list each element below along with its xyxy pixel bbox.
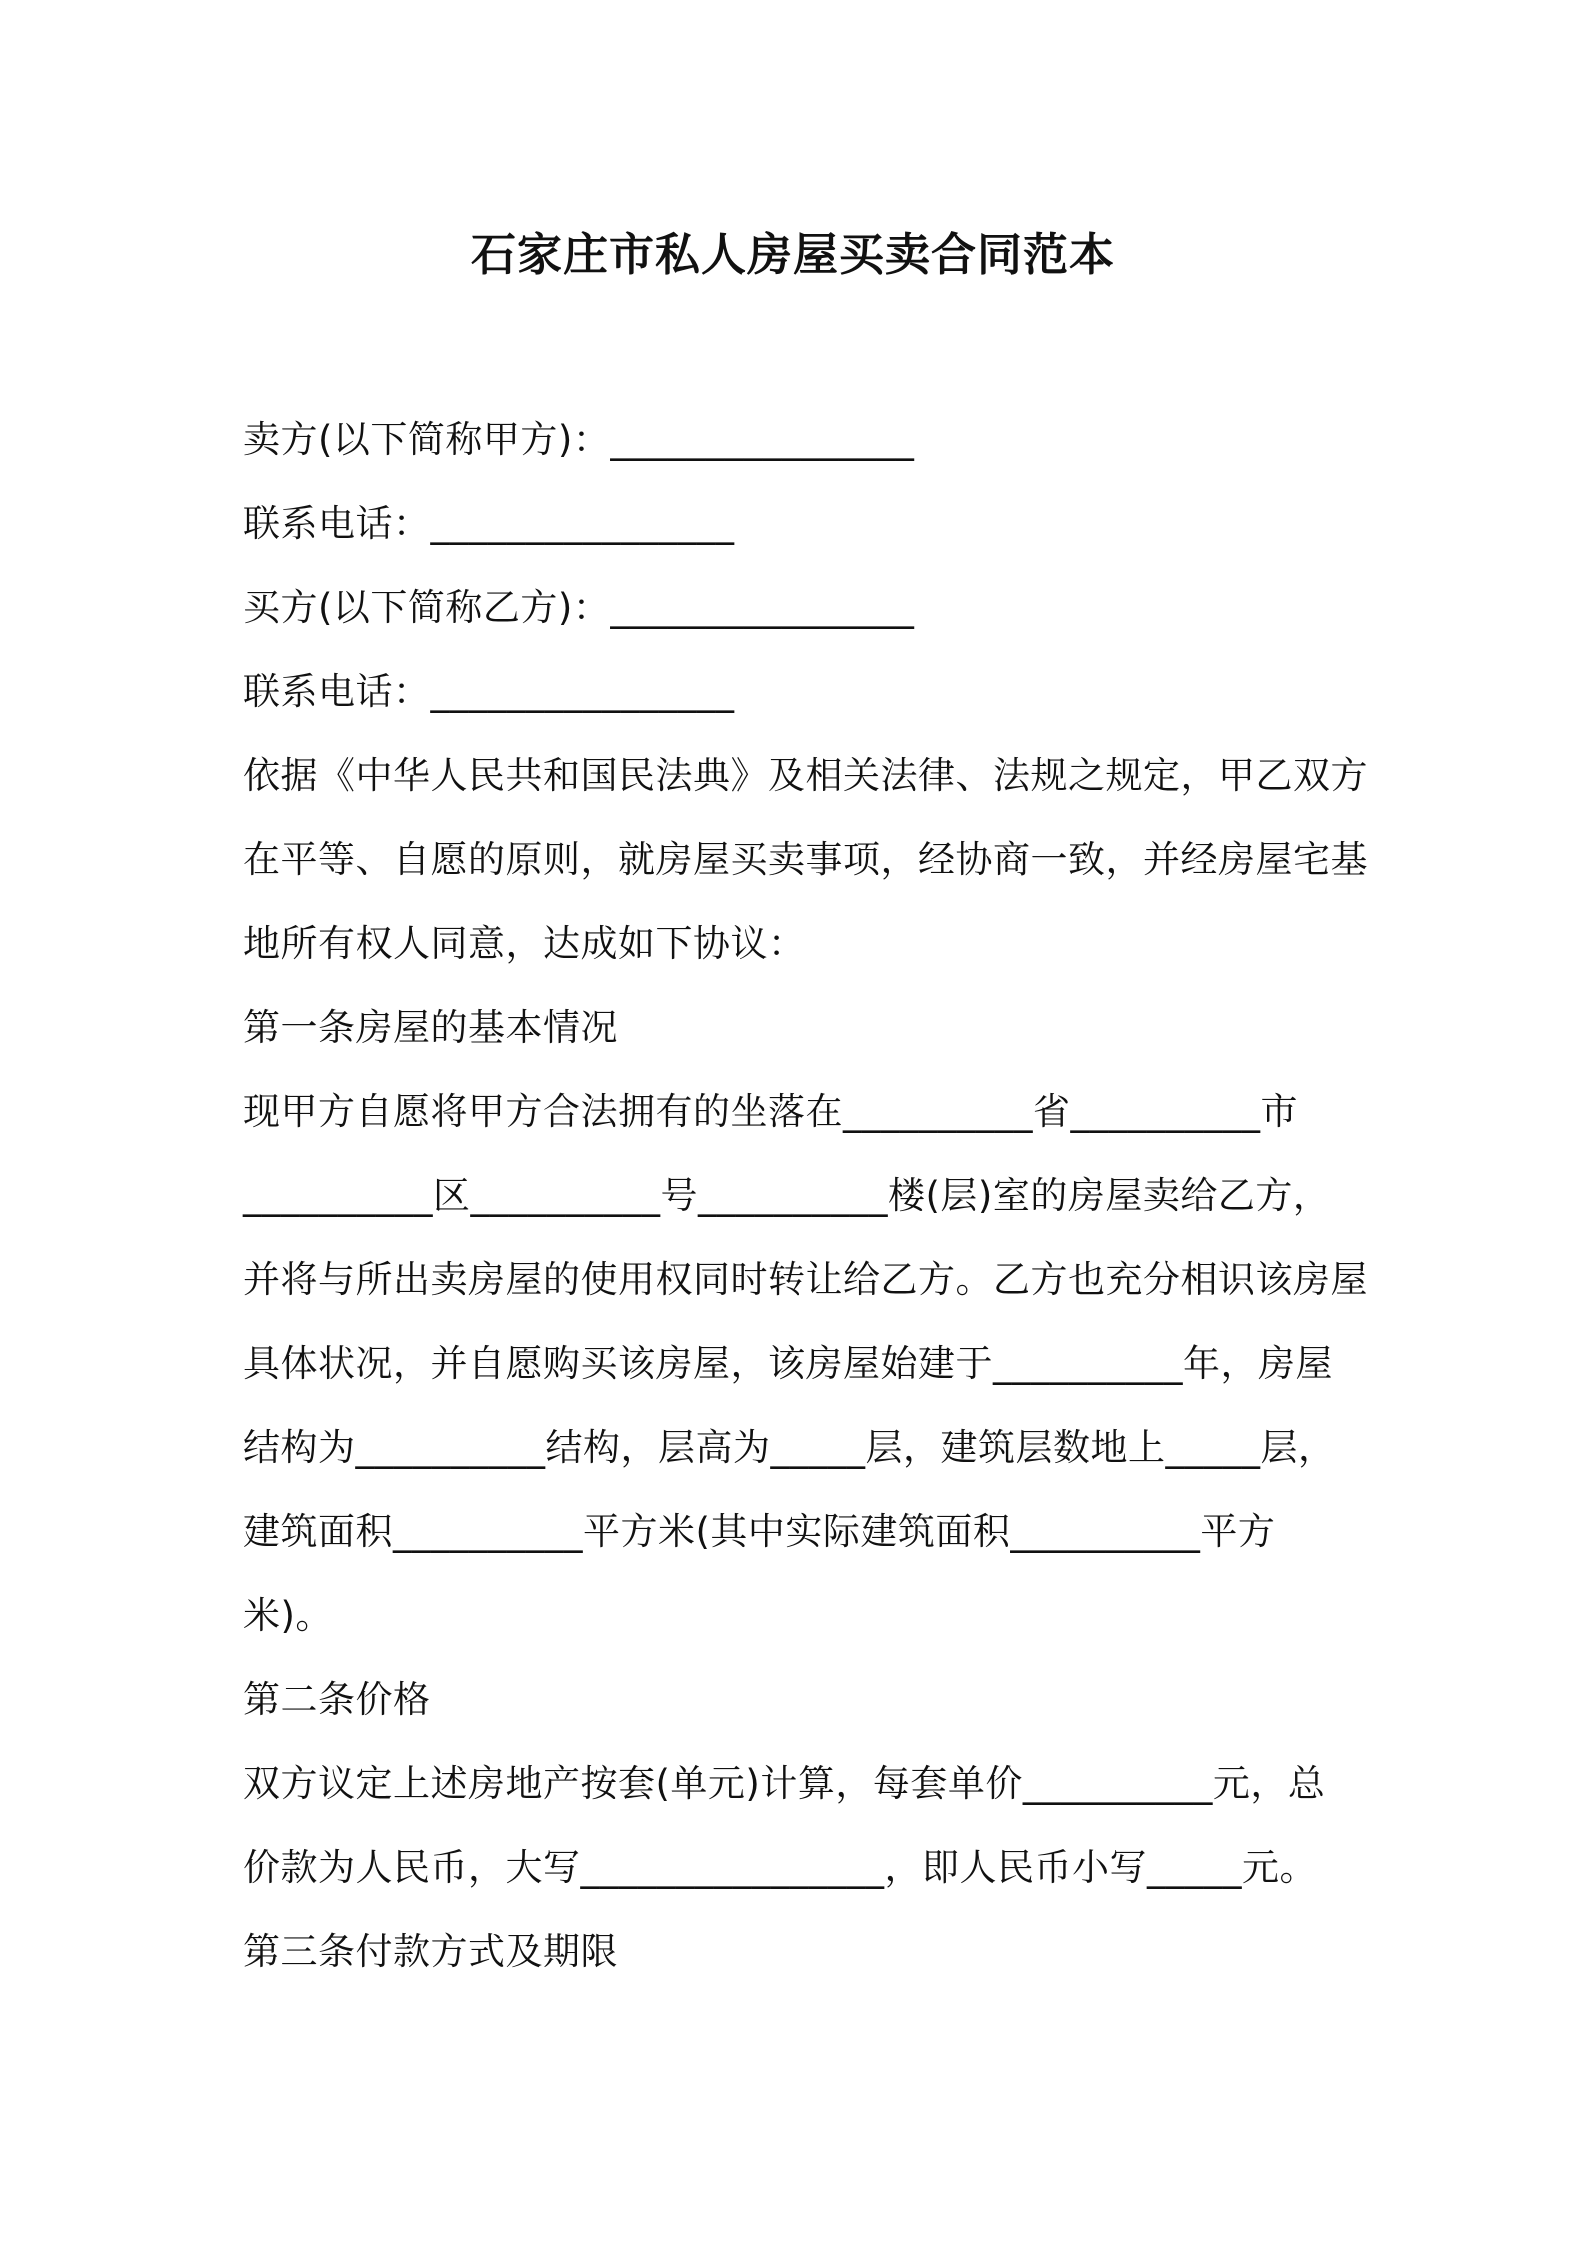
document-title: 石家庄市私人房屋买卖合同范本 <box>470 228 1115 281</box>
seller-phone-line: 联系电话：________________ <box>243 502 735 545</box>
article-2-heading: 第二条价格 <box>243 1678 431 1721</box>
article-2-line-2: 价款为人民币，大写________________，即人民币小写_____元。 <box>243 1846 1317 1889</box>
article-1-line-2: __________区__________号__________楼(层)室的房屋卖给乙方， <box>243 1174 1331 1217</box>
buyer-phone-line: 联系电话：________________ <box>243 670 735 713</box>
article-1-heading: 第一条房屋的基本情况 <box>243 1006 618 1049</box>
preamble-line-2: 在平等、自愿的原则，就房屋买卖事项，经协商一致，并经房屋宅基 <box>243 838 1368 881</box>
buyer-line: 买方(以下简称乙方)：________________ <box>243 586 915 629</box>
article-1-line-1: 现甲方自愿将甲方合法拥有的坐落在__________省__________市 <box>243 1090 1298 1133</box>
article-1-line-3: 并将与所出卖房屋的使用权同时转让给乙方。乙方也充分相识该房屋 <box>243 1258 1368 1301</box>
preamble-line-1: 依据《中华人民共和国民法典》及相关法律、法规之规定，甲乙双方 <box>243 754 1368 797</box>
article-1-line-5: 结构为__________结构，层高为_____层，建筑层数地上_____层， <box>243 1426 1336 1469</box>
article-1-line-4: 具体状况，并自愿购买该房屋，该房屋始建于__________年，房屋 <box>243 1342 1333 1385</box>
article-1-line-7: 米)。 <box>243 1594 333 1637</box>
preamble-line-3: 地所有权人同意，达成如下协议： <box>243 922 806 965</box>
article-2-line-1: 双方议定上述房地产按套(单元)计算，每套单价__________元，总 <box>243 1762 1326 1805</box>
article-1-line-6: 建筑面积__________平方米(其中实际建筑面积__________平方 <box>243 1510 1276 1553</box>
seller-line: 卖方(以下简称甲方)：________________ <box>243 418 915 461</box>
article-3-heading: 第三条付款方式及期限 <box>243 1930 618 1973</box>
